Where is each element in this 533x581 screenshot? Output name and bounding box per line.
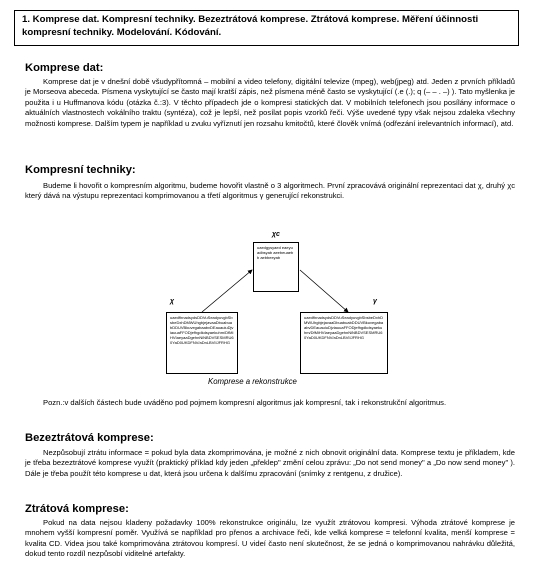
paragraph-komprese-dat: [25, 77, 515, 129]
paragraph-kompresni-techniky: [25, 181, 515, 202]
label-original: χ: [170, 298, 175, 305]
box-compressed-text: uaedgysyaed eaeyuadbsyab aeebeuaebb aebbeeyab: [257, 245, 294, 261]
paragraph-kompresni-techniky-text: Budeme li hovořit o kompresním algoritmu, budeme hovořit vlastně o 3 algoritmech. První zpracovává originální reprezentaci dat χ, druhý χc který dává na výstupu reprezentaci komprimovanou a třetí algoritmus γ generující rekonstrukci.: [25, 181, 515, 201]
heading-ztratova: Ztrátová komprese:: [25, 503, 129, 515]
arrow-compress: [202, 270, 252, 312]
box-compressed: [253, 242, 299, 292]
box-original-text: uaedfhnadsydsDDVuSeadyuvgbSbsbeDxhDMWUhgbjejavaaDbuabuabDDUVBkuvegabaabvDEauauiuDjviauuaFFODjefhgdkdsyaekuhm/DfMiHVIaeyaaDgehnNiNBDVSESMRU60YaD0UKDFNV/aDnLBVIIJFRHG: [170, 315, 234, 346]
paragraph-bezeztratova: [25, 448, 515, 479]
box-original: [166, 312, 238, 374]
arrow-reconstruct: [300, 270, 348, 312]
diagram-caption: Komprese a rekonstrukce: [208, 377, 297, 386]
paragraph-poznamka: [25, 398, 515, 408]
compression-diagram: [160, 228, 420, 393]
heading-bezeztratova: Bezeztrátová komprese:: [25, 432, 154, 444]
paragraph-ztratova: [25, 518, 515, 560]
paragraph-komprese-dat-text: Komprese dat je v dnešní době všudypřítomná – mobilní a video telefony, digitální televize (mpeg), web(jpeg) atd. Jeden z prvních příkladů je Morseova abeceda. Písmena vyskytující se často mají kratší zápis, než písmena méně často se vyskytující (.e (.); q (– – . –) ). Tato myšlenka je použita i u Huffmanova kódu (otázka č.:3). V těchto případech jde o kompresi statických dat. V mobilních telefonech jsou posílány informace o aktuálních vlastnostech vokálního traktu (syntéza), což je lepší, než posílat popis vzorků řeči. Výše uvedené typy však nejsou zdaleka všechny možnosti komprese. Dalším typem je například u zvuku vyříznutí jen rozsahu kmitočtů, které člověk vnímá (odřezání irelevantních informací), atd.: [25, 77, 515, 128]
label-reconstruction: γ: [373, 298, 377, 305]
paragraph-poznamka-text: Pozn.:v dalších částech bude uváděno pod pojmem kompresní algoritmus jak kompresní, tak i rekonstrukční algoritmus.: [43, 398, 447, 407]
box-reconstruction: [300, 312, 388, 374]
paragraph-ztratova-text: Pokud na data nejsou kladeny požadavky 100% rekonstrukce originálu, lze využít ztrátovou kompresi. Výhoda ztrátové komprese je mnohem vyšší kompresní poměr. Využívá se například pro přenos a archivace řeči, kde velká komprese = telefonní kvalita, menší komprese = kvalita CD. Videa jsou také komprimována ztrátovou kompresí. U videí často není skutečnost, že se jedná o komprimovanou nahrávku důležitá, dokud tento rozdíl nezpůsobí viditelné artefakty.: [25, 518, 515, 559]
heading-komprese-dat: Komprese dat:: [25, 62, 104, 74]
paragraph-bezeztratova-text: Nezpůsobují ztrátu informace = pokud byla data zkomprimována, je možné z nich obnovit originální data. Komprese textu je příkladem, kde je třeba bezeztrátové komprese využít (praktický příklad kdy jeden „překlep" změní celou zprávu: „Do not send money" a „Do now send money" ). Dále je třeba použít této komprese u dat, která jsou určena k dalšímu zpracování (snímky z rentgenu, z družice).: [25, 448, 515, 478]
document-title: 1. Komprese dat. Kompresní techniky. Bezeztrátová komprese. Ztrátová komprese. Měření účinnosti kompresní techniky. Modelování. Kódování.: [22, 14, 479, 38]
heading-kompresni-techniky: Kompresní techniky:: [25, 164, 136, 176]
label-compressed: χc: [272, 231, 280, 238]
box-reconstruction-text: uaedfhnadsydsDDVuSeadyuvgbSbsbeDxhDMWUhgbjejavaaDbuabuabDDUVBkuvegabaabvDEauauiuDjviauuaFFODjefhgdkdsyaekuhm/DfMiHVIaeyaaDgehnNiNBDVSESMRU60YaD0UKDFNV/aDnLBVIIJFRHG: [304, 315, 384, 341]
